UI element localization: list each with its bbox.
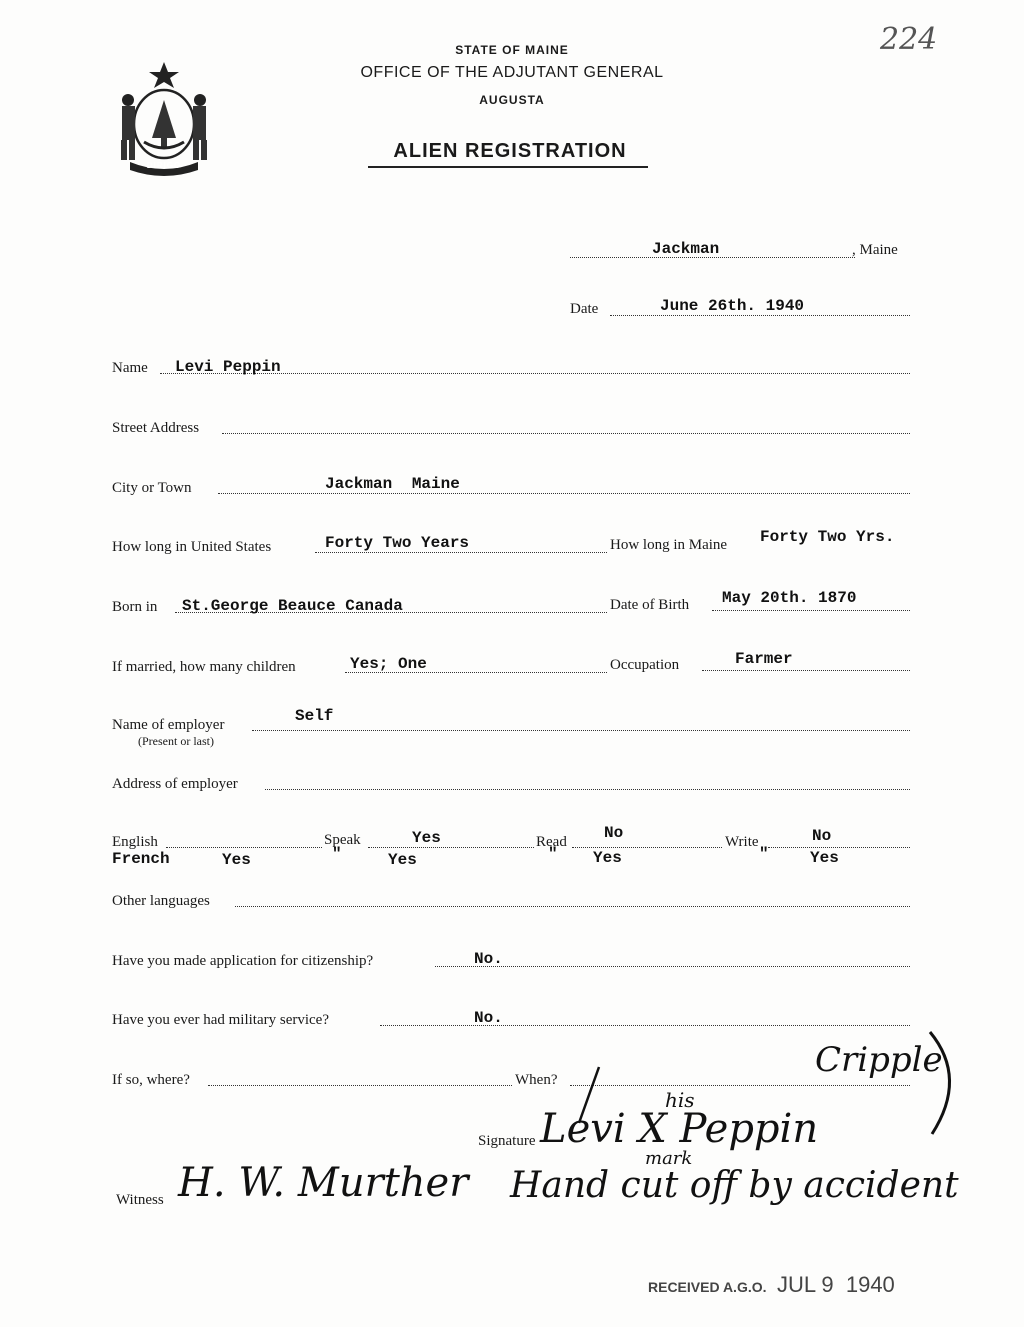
employer-value: Self: [295, 707, 334, 725]
ditto-read: ": [548, 845, 558, 863]
military-value: No.: [474, 1009, 503, 1027]
corner-number: 224: [880, 22, 938, 57]
form-title: ALIEN REGISTRATION: [393, 140, 627, 162]
received-stamp: [648, 1272, 895, 1298]
french-write: Yes: [810, 849, 839, 867]
dob-value: May 20th. 1870: [722, 589, 857, 607]
speak-label: Speak: [324, 832, 361, 848]
ditto-write: ": [759, 845, 769, 863]
when-label: When?: [515, 1072, 558, 1088]
header-state: STATE OF MAINE: [455, 43, 569, 57]
french-label: French: [112, 850, 170, 868]
citizenship-value: No.: [474, 950, 503, 968]
dob-label: Date of Birth: [610, 597, 690, 613]
occupation-value: Farmer: [735, 650, 793, 668]
how-long-us-label: How long in United States: [112, 539, 272, 555]
english-speak: Yes: [412, 829, 441, 847]
city-value: Jackman Maine: [325, 475, 460, 493]
header-city: AUGUSTA: [479, 93, 545, 107]
english-read: No: [604, 824, 624, 842]
employer-address-label: Address of employer: [112, 776, 238, 792]
street-label: Street Address: [112, 420, 200, 436]
born-in-value: St.George Beauce Canada: [182, 597, 403, 615]
seal-motto: DIRIGO: [146, 161, 182, 170]
handwritten-note-accident: Hand cut off by accident: [510, 1165, 959, 1206]
received-stamp-date: JUL 9 1940: [776, 1272, 895, 1297]
employer-sublabel: (Present or last): [138, 734, 214, 748]
date-value: June 26th. 1940: [660, 297, 805, 315]
english-write: No: [812, 827, 832, 845]
name-label: Name: [112, 360, 148, 376]
date-label: Date: [570, 301, 599, 317]
write-label: Write: [725, 834, 759, 850]
read-label: Read: [536, 834, 567, 850]
note-bracket: [920, 1028, 970, 1143]
citizenship-label: Have you made application for citizenship?: [112, 953, 374, 969]
received-stamp-text: RECEIVED A.G.O.: [648, 1279, 767, 1295]
french-read: Yes: [593, 849, 622, 867]
signature-label: Signature: [478, 1133, 536, 1149]
children-value: Yes; One: [350, 655, 427, 673]
employer-label: Name of employer: [112, 717, 225, 733]
city-label: City or Town: [112, 480, 192, 496]
place-town: Jackman: [652, 240, 720, 258]
handwritten-note-cripple: Cripple: [815, 1040, 943, 1080]
military-label: Have you ever had military service?: [112, 1012, 329, 1028]
occupation-label: Occupation: [610, 657, 680, 673]
how-long-us-value: Forty Two Years: [325, 534, 470, 552]
handwritten-his: his: [665, 1088, 695, 1112]
french-value: Yes: [222, 851, 251, 869]
ditto-speak: ": [332, 845, 342, 863]
french-speak: Yes: [388, 851, 417, 869]
other-languages-label: Other languages: [112, 893, 210, 909]
where-label: If so, where?: [112, 1072, 190, 1088]
witness-label: Witness: [116, 1192, 164, 1208]
how-long-maine-value: Forty Two Yrs.: [760, 528, 895, 546]
witness-signature: H. W. Murther: [178, 1160, 469, 1206]
children-label: If married, how many children: [112, 659, 296, 675]
how-long-maine-label: How long in Maine: [610, 537, 728, 553]
state-seal: [112, 58, 216, 178]
handwritten-mark: mark: [645, 1148, 693, 1169]
title-underline: [368, 166, 648, 168]
place-state: , Maine: [852, 242, 898, 258]
handwritten-signature: Levi X Peppin: [540, 1106, 819, 1152]
header-office: OFFICE OF THE ADJUTANT GENERAL: [360, 64, 664, 81]
born-in-label: Born in: [112, 599, 158, 615]
name-value: Levi Peppin: [175, 358, 281, 376]
english-label: English: [112, 834, 158, 850]
